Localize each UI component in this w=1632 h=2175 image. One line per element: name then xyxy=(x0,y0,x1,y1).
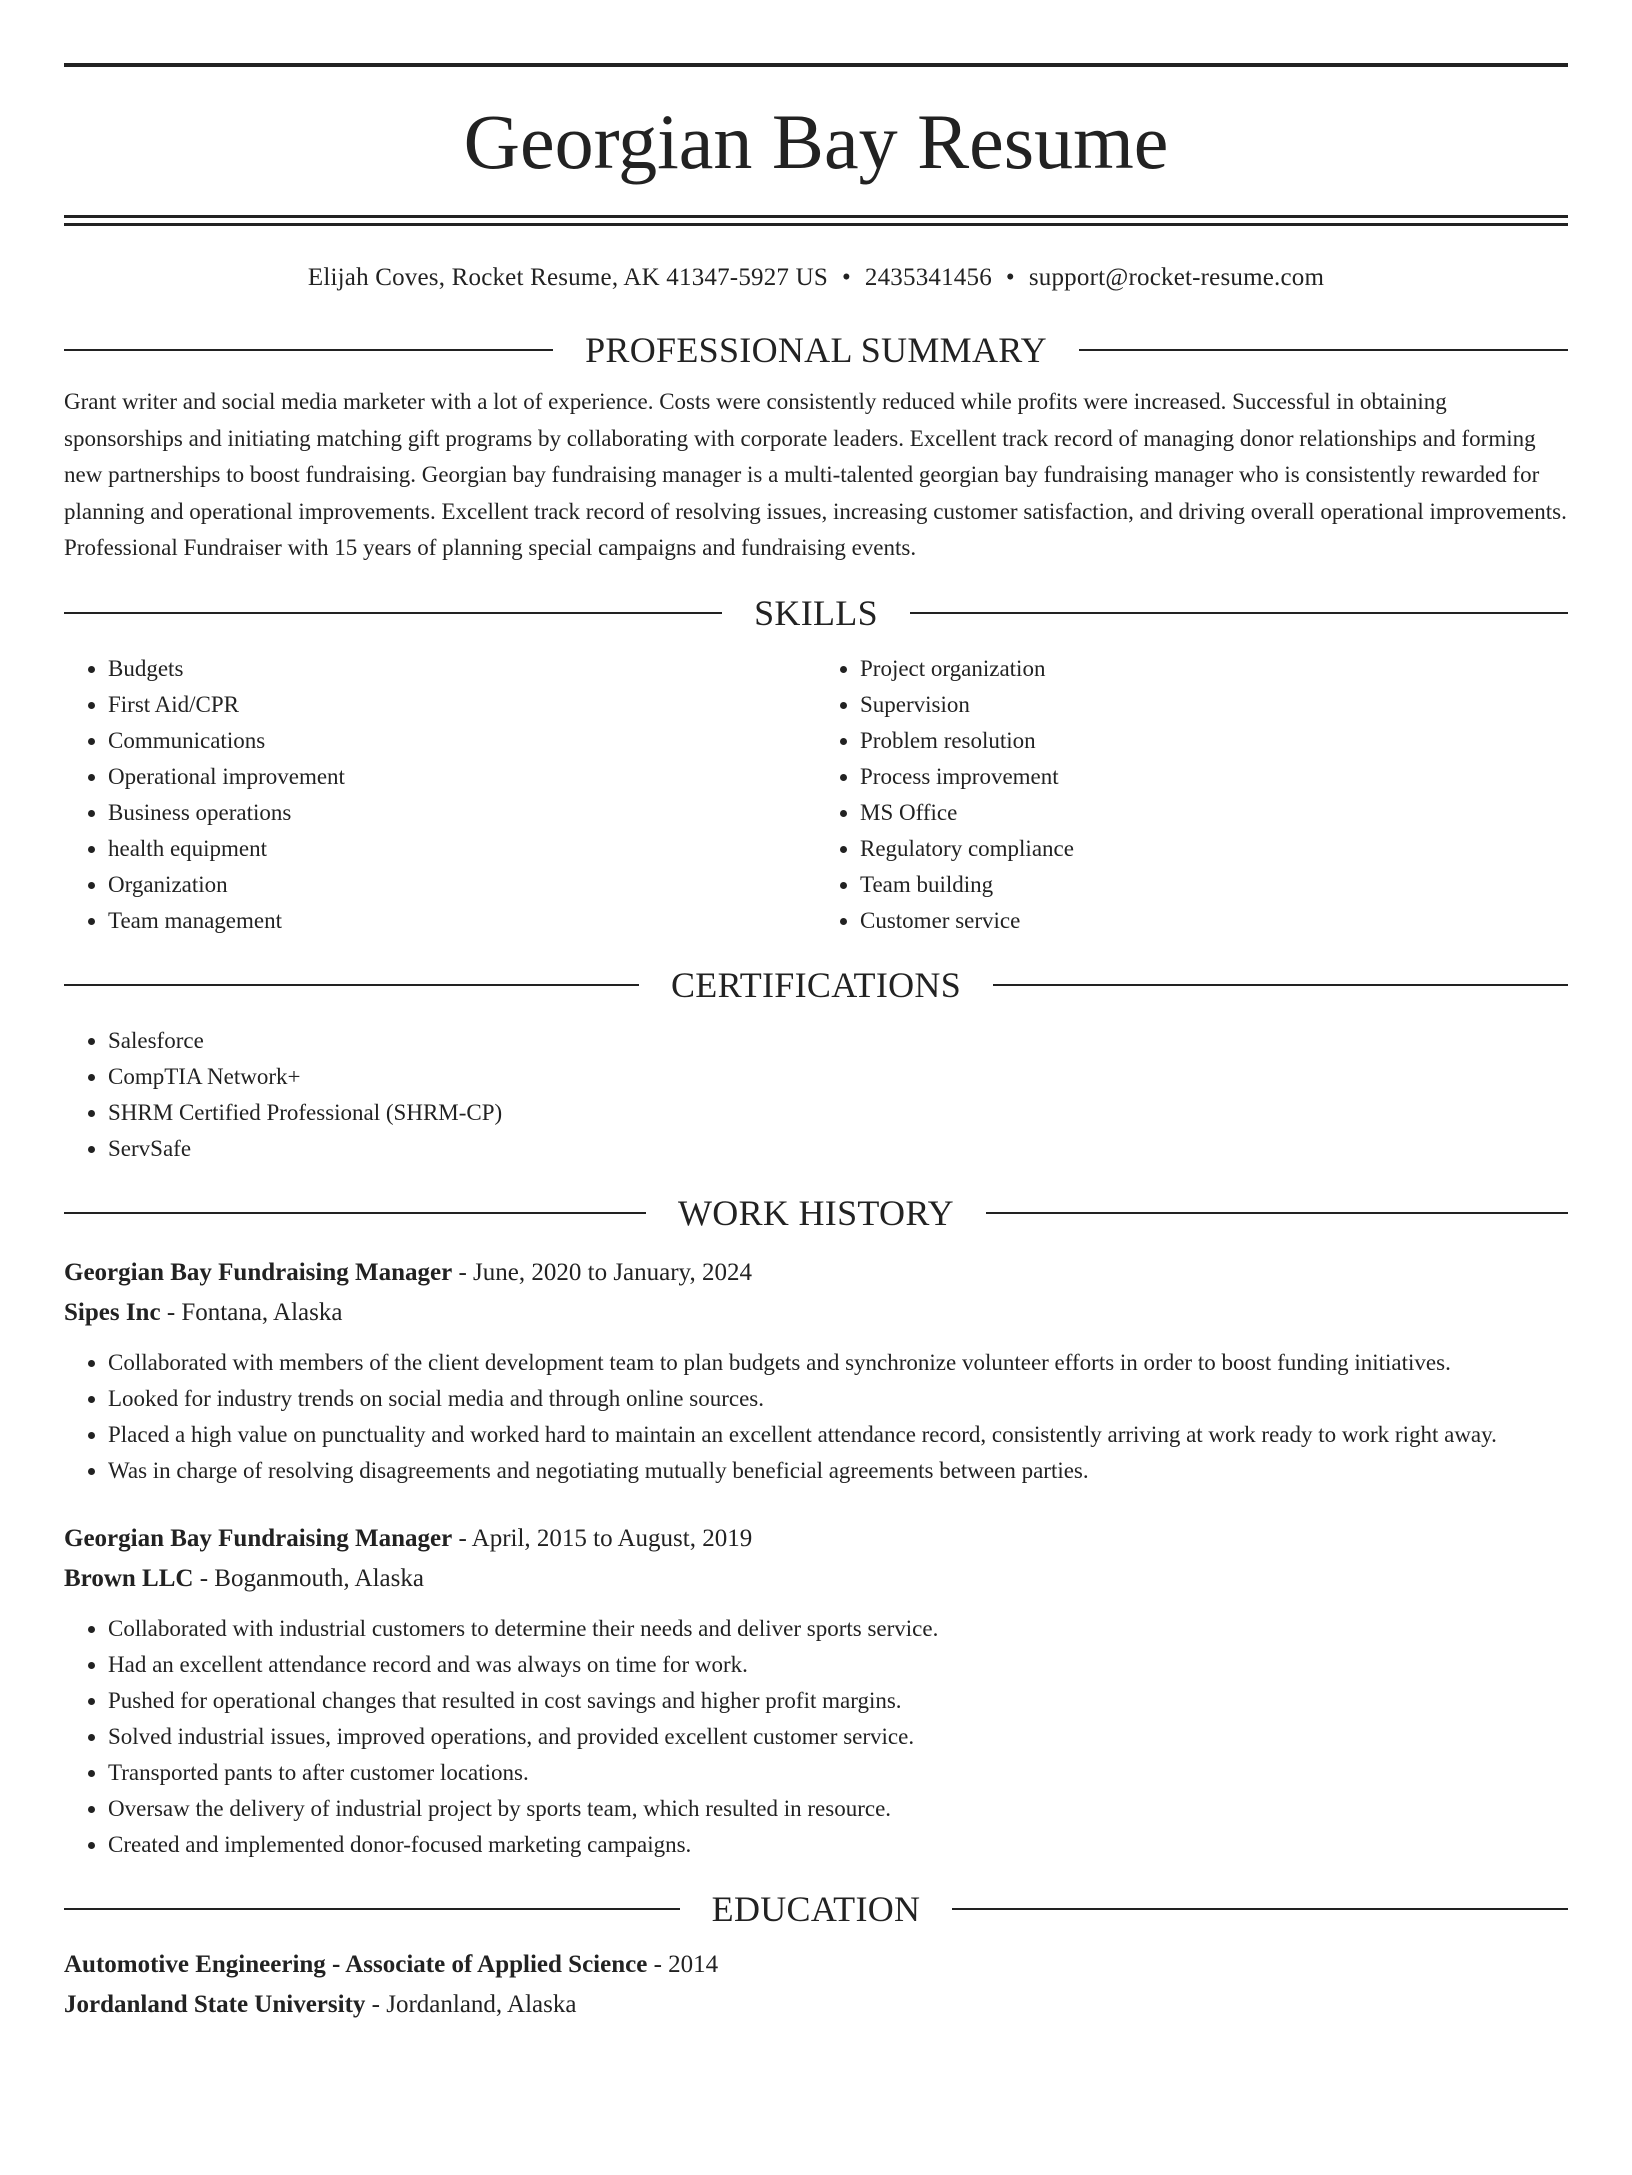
certification-item: • CompTIA Network+ xyxy=(108,1059,1568,1095)
skill-item: • Customer service xyxy=(860,903,1568,939)
heading-rule xyxy=(1079,349,1568,351)
job-entry xyxy=(64,1253,1568,1489)
work-history-heading: WORK HISTORY xyxy=(678,1192,954,1233)
heading-rule xyxy=(64,612,722,614)
skills-list-right xyxy=(816,651,1568,939)
skills-heading: SKILLS xyxy=(754,592,878,633)
section-heading-work-history xyxy=(64,1189,1568,1237)
education-school: Jordanland State University xyxy=(64,1990,366,2018)
job-bullet: • Looked for industry trends on social media and through online sources. xyxy=(108,1381,1568,1417)
skill-item: • Team management xyxy=(108,903,816,939)
summary-text: Grant writer and social media marketer with a lot of experience. Costs were consistently reduced while profits were increased. Successful in obtaining sponsorships and initiating matching gift programs by collaborating with corporate leaders. Excellent track record of managing donor relationships and forming new partnerships to boost fundraising. Georgian bay fundraising manager is a multi-talented georgian bay fundraising manager who is consistently rewarded for planning and operational improvements. Excellent track record of resolving issues, increasing customer satisfaction, and driving overall operational improvements. Professional Fundraiser with 15 years of planning special campaigns and fundraising events. xyxy=(64,389,1567,560)
education-heading: EDUCATION xyxy=(711,1888,921,1929)
skill-item: • Regulatory compliance xyxy=(860,831,1568,867)
job-bullet: • Pushed for operational changes that resulted in cost savings and higher profit margins. xyxy=(108,1683,1568,1719)
job-bullet: • Collaborated with industrial customers to determine their needs and deliver sports service. xyxy=(108,1611,1568,1647)
skill-item: • Process improvement xyxy=(860,759,1568,795)
top-rule xyxy=(64,63,1568,67)
job-bullet: • Collaborated with members of the client development team to plan budgets and synchronize volunteer efforts in order to boost funding initiatives. xyxy=(108,1345,1568,1381)
education-school-line xyxy=(64,1985,1568,2025)
contact-phone: 2435341456 xyxy=(864,264,992,291)
job-bullet: • Had an excellent attendance record and was always on time for work. xyxy=(108,1647,1568,1683)
job-title: Georgian Bay Fundraising Manager xyxy=(64,1258,453,1286)
section-heading-skills xyxy=(64,589,1568,637)
heading-rule xyxy=(64,984,639,986)
job-title: Georgian Bay Fundraising Manager xyxy=(64,1524,453,1552)
education-degree: Automotive Engineering - Associate of Applied Science xyxy=(64,1950,648,1978)
certification-item: • ServSafe xyxy=(108,1131,1568,1167)
section-heading-certifications xyxy=(64,961,1568,1009)
job-entry xyxy=(64,1519,1568,1863)
title-double-rule xyxy=(64,215,1568,226)
skill-item: • Supervision xyxy=(860,687,1568,723)
education-year: - 2014 xyxy=(647,1950,719,1978)
heading-rule xyxy=(952,1908,1568,1910)
skill-item: • MS Office xyxy=(860,795,1568,831)
skill-item: • Organization xyxy=(108,867,816,903)
job-bullet: • Placed a high value on punctuality and worked hard to maintain an excellent attendance record, consistently arriving at work ready to work right away. xyxy=(108,1417,1568,1453)
heading-rule xyxy=(986,1212,1568,1214)
job-dates: - June, 2020 to January, 2024 xyxy=(452,1258,752,1286)
heading-rule xyxy=(64,1908,680,1910)
skill-item: • Operational improvement xyxy=(108,759,816,795)
job-location: - Boganmouth, Alaska xyxy=(193,1564,424,1592)
certification-item: • SHRM Certified Professional (SHRM-CP) xyxy=(108,1095,1568,1131)
skill-item: • First Aid/CPR xyxy=(108,687,816,723)
job-bullets xyxy=(64,1611,1568,1863)
skill-item: • Problem resolution xyxy=(860,723,1568,759)
certifications-list xyxy=(64,1023,1568,1167)
contact-separator: • xyxy=(1005,264,1015,291)
contact-address: Elijah Coves, Rocket Resume, AK 41347-5927 US xyxy=(307,264,828,291)
job-company-line xyxy=(64,1293,1568,1333)
skill-item: • health equipment xyxy=(108,831,816,867)
job-bullet: • Was in charge of resolving disagreements and negotiating mutually beneficial agreements between parties. xyxy=(108,1453,1568,1489)
job-title-line xyxy=(64,1519,1568,1559)
job-bullet: • Oversaw the delivery of industrial project by sports team, which resulted in resource. xyxy=(108,1791,1568,1827)
job-location: - Fontana, Alaska xyxy=(160,1298,343,1326)
skill-item: • Project organization xyxy=(860,651,1568,687)
contact-email: support@rocket-resume.com xyxy=(1028,264,1325,291)
contact-line xyxy=(64,260,1568,296)
certification-item: • Salesforce xyxy=(108,1023,1568,1059)
heading-rule xyxy=(64,349,553,351)
heading-rule xyxy=(993,984,1568,986)
education-location: - Jordanland, Alaska xyxy=(365,1990,577,2018)
section-heading-education xyxy=(64,1885,1568,1933)
skill-item: • Business operations xyxy=(108,795,816,831)
job-title-line xyxy=(64,1253,1568,1293)
page-title: Georgian Bay Resume xyxy=(463,98,1169,185)
heading-rule xyxy=(910,612,1568,614)
skill-item: • Communications xyxy=(108,723,816,759)
job-company: Sipes Inc xyxy=(64,1298,161,1326)
job-company: Brown LLC xyxy=(64,1564,194,1592)
certifications-heading: CERTIFICATIONS xyxy=(670,964,962,1005)
education-entry xyxy=(64,1945,1568,2025)
heading-rule xyxy=(64,1212,646,1214)
job-bullet: • Solved industrial issues, improved operations, and provided excellent customer service. xyxy=(108,1719,1568,1755)
contact-separator: • xyxy=(841,264,851,291)
job-bullets xyxy=(64,1345,1568,1489)
skill-item: • Budgets xyxy=(108,651,816,687)
summary-heading: PROFESSIONAL SUMMARY xyxy=(585,330,1047,370)
skills-list-left xyxy=(64,651,816,939)
resume-page xyxy=(0,63,1632,2175)
skill-item: • Team building xyxy=(860,867,1568,903)
education-degree-line xyxy=(64,1945,1568,1985)
job-company-line xyxy=(64,1559,1568,1599)
job-bullet: • Created and implemented donor-focused marketing campaigns. xyxy=(108,1827,1568,1863)
section-heading-summary xyxy=(64,326,1568,374)
job-bullet: • Transported pants to after customer locations. xyxy=(108,1755,1568,1791)
job-dates: - April, 2015 to August, 2019 xyxy=(452,1524,753,1552)
skills-columns xyxy=(64,651,1568,939)
